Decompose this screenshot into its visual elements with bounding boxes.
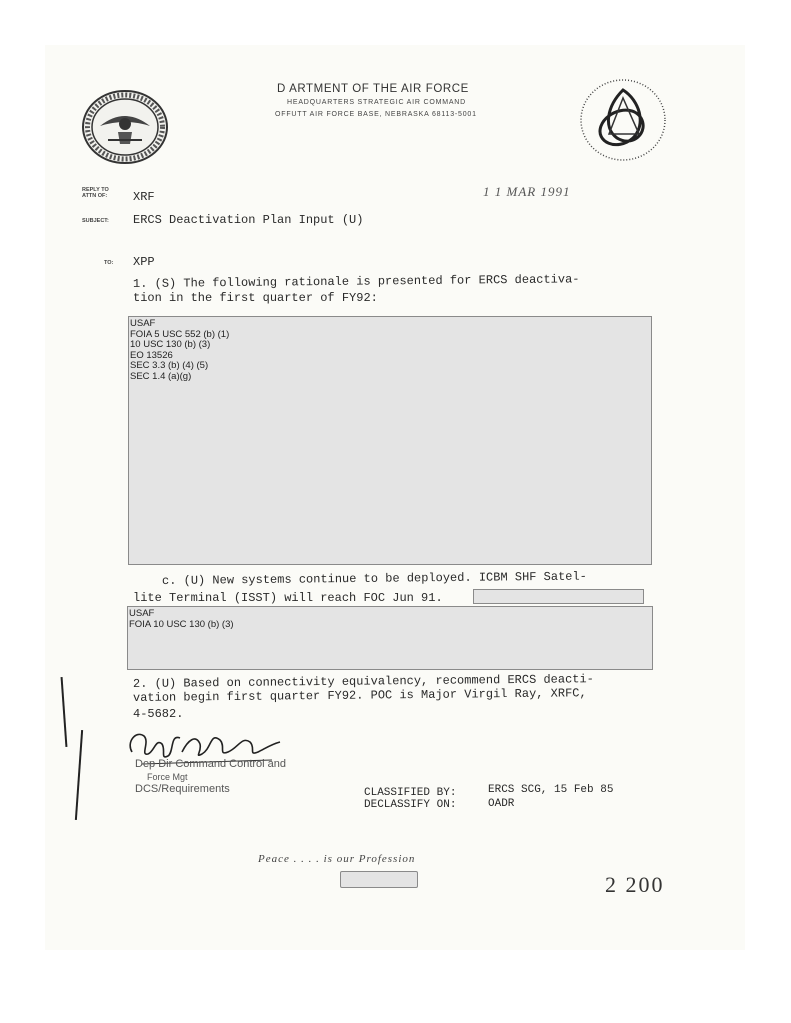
reply-to-value: XRF xyxy=(133,190,155,204)
signature-line-1: Dep Dir Command Control and xyxy=(135,758,287,770)
redaction2-line: USAF xyxy=(129,608,155,619)
declassify-on-label: DECLASSIFY ON: xyxy=(364,799,457,811)
para1-line1: 1. (S) The following rationale is presented for ERCS deactiva- xyxy=(132,272,580,291)
letterhead-base: OFFUTT AIR FORCE BASE, NEBRASKA 68113-5001 xyxy=(275,111,477,118)
para2-line2: vation begin first quarter FY92. POC is Major Virgil Ray, XRFC, xyxy=(132,686,587,705)
reply-to-label: REPLY TO ATTN OF: xyxy=(82,187,109,199)
letterhead-department: D ARTMENT OF THE AIR FORCE xyxy=(277,83,469,95)
letterhead-hq: HEADQUARTERS STRATEGIC AIR COMMAND xyxy=(287,99,467,106)
para2-line1: 2. (U) Based on connectivity equivalency, recommend ERCS deacti- xyxy=(132,672,594,691)
para-c-line1: c. (U) New systems continue to be deployed. ICBM SHF Satel- xyxy=(161,569,587,588)
to-value: XPP xyxy=(133,255,155,269)
dod-seal-icon xyxy=(80,88,170,166)
date-stamp: 1 1 MAR 1991 xyxy=(483,184,571,199)
para1-line2: tion in the first quarter of FY92: xyxy=(133,291,378,305)
classified-by-value: ERCS SCG, 15 Feb 85 xyxy=(488,784,614,796)
para-c-line2: lite Terminal (ISST) will reach FOC Jun 91. xyxy=(133,591,443,605)
redaction1-line: EO 13526 xyxy=(130,349,173,361)
redaction1-line: 10 USC 130 (b) (3) xyxy=(130,339,211,350)
classified-by-label: CLASSIFIED BY: xyxy=(364,787,457,799)
subject-label: SUBJECT: xyxy=(82,218,109,224)
para2-line3: 4-5682. xyxy=(133,707,184,721)
redaction1-line: SEC 1.4 (a)(g) xyxy=(130,370,192,382)
signature-line-2: Force Mgt xyxy=(147,772,188,782)
subject-value: ERCS Deactivation Plan Input (U) xyxy=(133,213,364,227)
redaction1-line: SEC 3.3 (b) (4) (5) xyxy=(130,360,209,371)
redaction2-line: FOIA 10 USC 130 (b) (3) xyxy=(129,618,234,630)
redaction1-line: FOIA 5 USC 552 (b) (1) xyxy=(130,328,230,340)
declassify-on-value: OADR xyxy=(488,798,515,810)
page-number: 2 200 xyxy=(605,872,665,897)
motto: Peace . . . . is our Profession xyxy=(258,853,416,865)
to-label: TO: xyxy=(104,260,114,266)
redaction-box-2 xyxy=(127,606,653,670)
triquetra-seal-icon xyxy=(577,76,669,164)
signature-line-3: DCS/Requirements xyxy=(135,783,230,795)
inline-redaction xyxy=(473,589,644,604)
classification-marking-redaction xyxy=(340,871,418,888)
redaction-box-1 xyxy=(128,316,652,565)
redaction1-line: USAF xyxy=(130,318,156,329)
